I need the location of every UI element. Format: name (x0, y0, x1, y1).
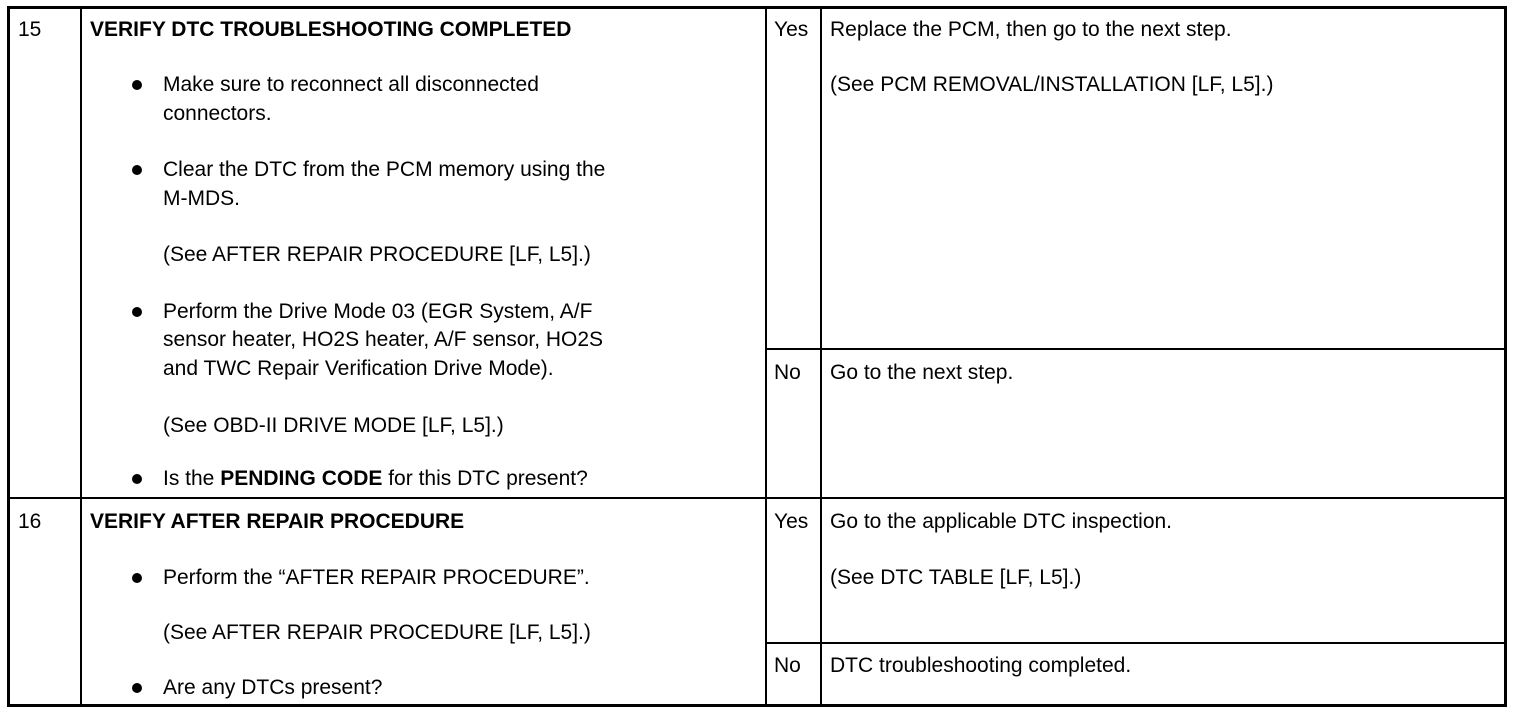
yes-action: Replace the PCM, then go to the next step. (830, 18, 1232, 41)
column-divider-result (820, 6, 822, 707)
yes-reference: (See DTC TABLE [LF, L5].) (830, 566, 1082, 589)
bullet-line: M-MDS. (163, 187, 240, 210)
step-number: 16 (18, 510, 42, 533)
bullet-line: Make sure to reconnect all disconnected (163, 73, 539, 96)
bullet-icon (132, 573, 142, 583)
bullet-line: Perform the Drive Mode 03 (EGR System, A/F (163, 300, 593, 323)
step-divider (7, 497, 1507, 499)
column-divider-step (80, 6, 82, 707)
question-prefix: Is the (163, 467, 221, 490)
bullet-line: Perform the “AFTER REPAIR PROCEDURE”. (163, 566, 590, 589)
column-divider-inspection (765, 6, 767, 707)
yes-label: Yes (774, 510, 809, 533)
bullet-line: Are any DTCs present? (163, 676, 383, 699)
pending-code-emphasis: PENDING CODE (220, 467, 383, 490)
step-number: 15 (18, 18, 42, 41)
reference-note: (See AFTER REPAIR PROCEDURE [LF, L5].) (163, 621, 591, 644)
bullet-line: Clear the DTC from the PCM memory using the (163, 158, 606, 181)
yes-label: Yes (774, 18, 809, 41)
question-suffix: for this DTC present? (382, 467, 588, 490)
no-action: Go to the next step. (830, 361, 1014, 384)
step-title: VERIFY DTC TROUBLESHOOTING COMPLETED (90, 18, 572, 41)
yes-no-divider-15 (765, 348, 1507, 350)
bullet-icon (132, 307, 142, 317)
bullet-icon (132, 474, 142, 484)
no-label: No (774, 361, 801, 384)
yes-reference: (See PCM REMOVAL/INSTALLATION [LF, L5].) (830, 73, 1274, 96)
reference-note: (See AFTER REPAIR PROCEDURE [LF, L5].) (163, 243, 591, 266)
question-text (163, 465, 588, 492)
yes-no-divider-16 (765, 642, 1507, 644)
bullet-icon (132, 683, 142, 693)
no-label: No (774, 654, 801, 677)
bullet-icon (132, 165, 142, 175)
bullet-line: and TWC Repair Verification Drive Mode). (163, 357, 554, 380)
bullet-line: sensor heater, HO2S heater, A/F sensor, HO2S (163, 328, 604, 351)
bullet-line: connectors. (163, 102, 272, 125)
yes-action: Go to the applicable DTC inspection. (830, 510, 1173, 533)
reference-note: (See OBD-II DRIVE MODE [LF, L5].) (163, 414, 504, 437)
no-action: DTC troubleshooting completed. (830, 654, 1132, 677)
step-title: VERIFY AFTER REPAIR PROCEDURE (90, 510, 465, 533)
bullet-icon (132, 80, 142, 90)
